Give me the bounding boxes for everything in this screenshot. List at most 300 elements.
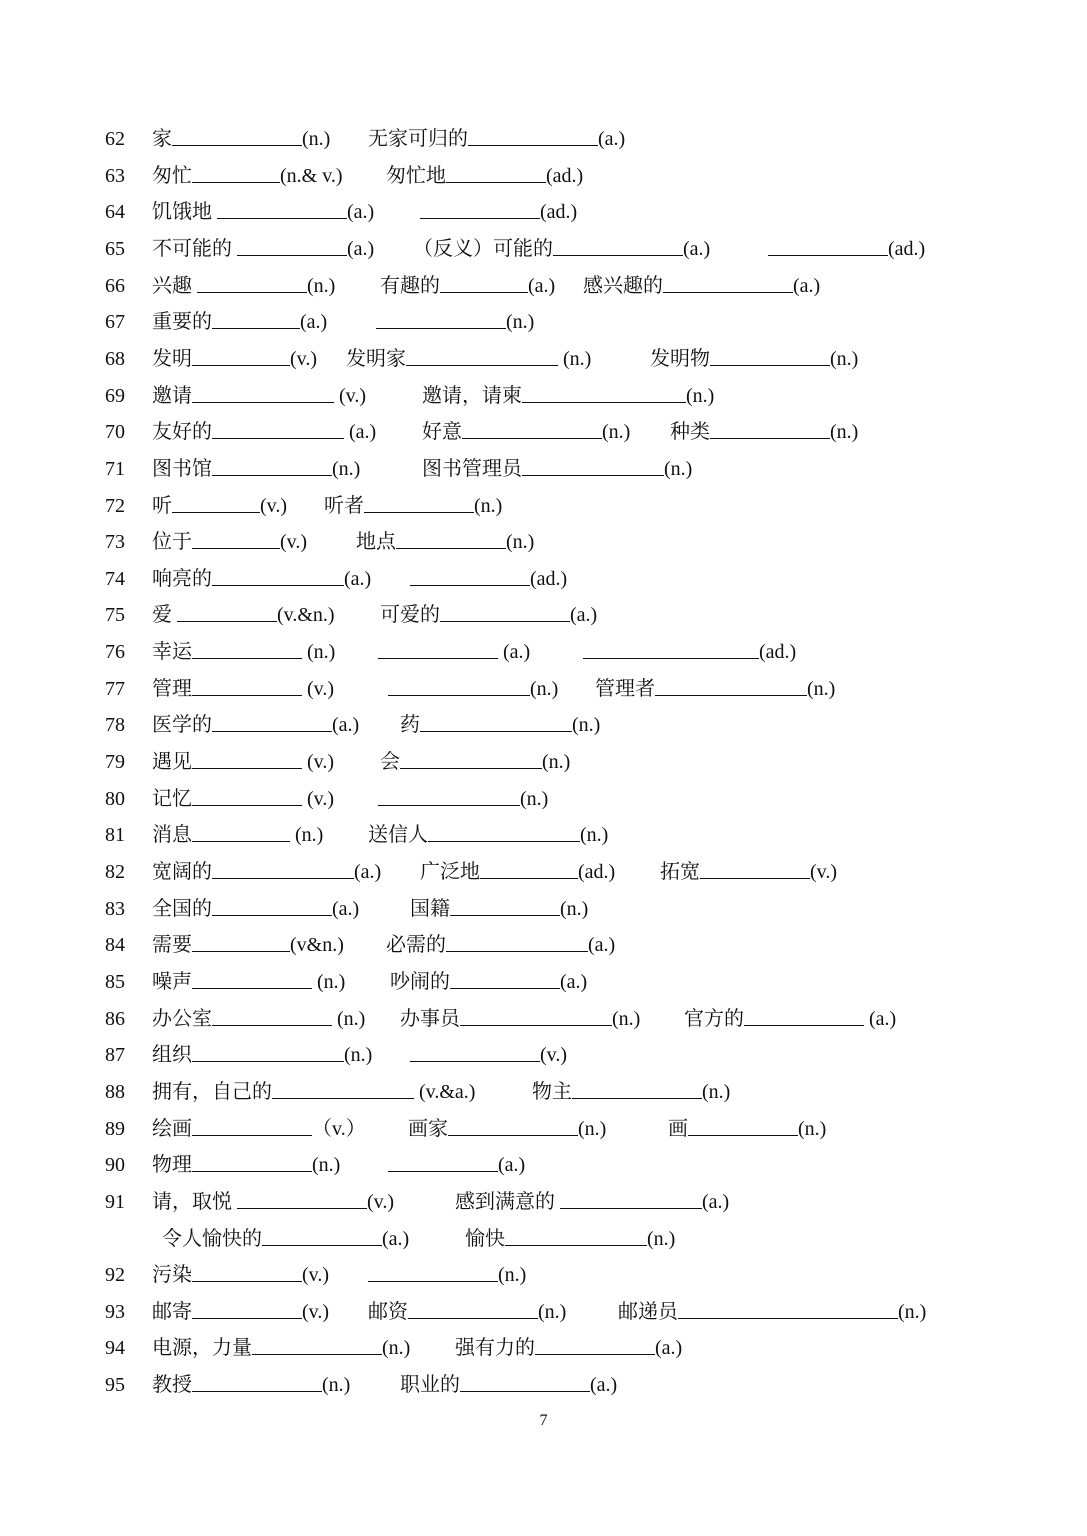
part-of-speech: (n.) [302, 641, 336, 664]
chinese-prompt: 噪声 [152, 970, 192, 993]
word-item [368, 124, 625, 154]
chinese-prompt: 兴趣 [152, 274, 197, 297]
word-item [152, 564, 371, 594]
part-of-speech: (n.) [686, 384, 715, 407]
exercise-row [0, 491, 1087, 521]
word-item [380, 271, 555, 301]
answer-blank[interactable] [192, 638, 302, 659]
row-number: 78 [105, 714, 125, 737]
answer-blank[interactable] [700, 858, 810, 879]
answer-blank[interactable] [535, 1334, 655, 1355]
chinese-prompt: 遇见 [152, 751, 192, 774]
word-item [380, 600, 597, 630]
exercise-row [0, 417, 1087, 447]
chinese-prompt: 地点 [356, 531, 396, 554]
part-of-speech: (n.) [344, 1044, 373, 1067]
exercise-row [0, 894, 1087, 924]
part-of-speech: (n.) [542, 751, 571, 774]
answer-blank[interactable] [572, 1078, 702, 1099]
answer-blank[interactable] [192, 675, 302, 696]
answer-blank[interactable] [364, 492, 474, 513]
chinese-prompt: 吵闹的 [390, 970, 450, 993]
exercise-row [0, 564, 1087, 594]
exercise-row [0, 600, 1087, 630]
word-item [356, 527, 534, 557]
part-of-speech: (n.) [332, 457, 361, 480]
answer-blank[interactable] [192, 821, 290, 842]
word-item [152, 857, 381, 887]
part-of-speech: (a.) [332, 714, 360, 737]
row-number: 64 [105, 201, 125, 224]
exercise-row [0, 1114, 1087, 1144]
chinese-prompt: 管理者 [595, 677, 655, 700]
answer-blank[interactable] [678, 1298, 898, 1319]
answer-blank[interactable] [710, 345, 830, 366]
word-item [684, 1004, 896, 1034]
answer-blank[interactable] [368, 1261, 498, 1282]
answer-blank[interactable] [192, 968, 312, 989]
answer-blank[interactable] [192, 162, 280, 183]
part-of-speech: (n.) [312, 1154, 341, 1177]
word-item [410, 894, 588, 924]
answer-blank[interactable] [400, 748, 542, 769]
answer-blank[interactable] [192, 1151, 312, 1172]
answer-blank[interactable] [446, 931, 588, 952]
chinese-prompt: 组织 [152, 1044, 192, 1067]
part-of-speech: (n.) [332, 1007, 366, 1030]
row-number: 85 [105, 970, 125, 993]
chinese-prompt: 医学的 [152, 714, 212, 737]
word-item [152, 600, 335, 630]
part-of-speech: (n.) [578, 1117, 607, 1140]
part-of-speech: (a.) [560, 970, 588, 993]
exercise-row [0, 637, 1087, 667]
part-of-speech: (v.) [334, 384, 367, 407]
answer-blank[interactable] [217, 198, 347, 219]
chinese-prompt: 电源，力量 [152, 1337, 252, 1360]
part-of-speech: (a.) [590, 1374, 618, 1397]
row-number: 72 [105, 494, 125, 517]
answer-blank[interactable] [553, 235, 683, 256]
answer-blank[interactable] [192, 1371, 322, 1392]
word-item [152, 674, 334, 704]
chinese-prompt: 图书管理员 [422, 457, 522, 480]
part-of-speech: (ad.) [578, 861, 616, 883]
chinese-prompt: 职业的 [400, 1374, 460, 1397]
chinese-prompt: 污染 [152, 1264, 192, 1287]
answer-blank[interactable] [560, 1188, 702, 1209]
word-item [152, 344, 317, 374]
exercise-row [0, 1260, 1087, 1290]
answer-blank[interactable] [192, 1115, 312, 1136]
chinese-prompt: 办事员 [400, 1007, 460, 1030]
word-item [152, 894, 359, 924]
exercise-row [0, 857, 1087, 887]
row-number: 87 [105, 1044, 125, 1067]
part-of-speech: (n.) [382, 1337, 411, 1360]
word-item [388, 1150, 525, 1180]
word-item [152, 1333, 410, 1363]
part-of-speech: (n.) [612, 1007, 641, 1030]
part-of-speech: (v.) [260, 494, 288, 517]
part-of-speech: (n.) [474, 494, 503, 517]
word-item [152, 637, 335, 667]
part-of-speech: (v.) [290, 347, 318, 370]
part-of-speech: (a.) [382, 1227, 410, 1250]
answer-blank[interactable] [272, 1078, 414, 1099]
answer-blank[interactable] [237, 1188, 367, 1209]
chinese-prompt: 消息 [152, 824, 192, 847]
word-item [465, 1224, 675, 1254]
chinese-prompt: 有趣的 [380, 274, 440, 297]
part-of-speech: (ad.) [540, 201, 578, 224]
answer-blank[interactable] [177, 601, 277, 622]
row-number: 62 [105, 128, 125, 150]
word-item [583, 637, 796, 667]
answer-blank[interactable] [440, 601, 570, 622]
word-item [400, 1004, 640, 1034]
chinese-prompt: 广泛地 [420, 861, 480, 883]
word-item [368, 820, 608, 850]
answer-blank[interactable] [450, 968, 560, 989]
answer-blank[interactable] [583, 638, 759, 659]
part-of-speech: (ad.) [530, 567, 568, 590]
exercise-row [0, 1370, 1087, 1400]
chinese-prompt: 画 [668, 1117, 688, 1140]
answer-blank[interactable] [768, 235, 888, 256]
chinese-prompt: 听者 [324, 494, 364, 517]
answer-blank[interactable] [710, 418, 830, 439]
answer-blank[interactable] [688, 1115, 798, 1136]
word-item [455, 1333, 682, 1363]
exercise-row [0, 271, 1087, 301]
row-number: 79 [105, 751, 125, 774]
answer-blank[interactable] [212, 565, 344, 586]
word-item [386, 161, 583, 191]
row-number: 80 [105, 787, 125, 810]
word-item [152, 381, 366, 411]
answer-blank[interactable] [468, 125, 598, 146]
answer-blank[interactable] [406, 345, 558, 366]
part-of-speech: (a.) [683, 237, 711, 260]
chinese-prompt: 拓宽 [660, 861, 700, 883]
part-of-speech: (n.) [572, 714, 601, 737]
row-number: 66 [105, 274, 125, 297]
answer-blank[interactable] [388, 675, 530, 696]
answer-blank[interactable] [655, 675, 807, 696]
word-item [422, 454, 692, 484]
answer-blank[interactable] [378, 638, 498, 659]
chinese-prompt: 邀请，请柬 [422, 384, 522, 407]
row-number: 86 [105, 1007, 125, 1030]
word-item [410, 1040, 567, 1070]
chinese-prompt: 不可能的 [152, 237, 237, 260]
word-item [388, 674, 558, 704]
row-number: 74 [105, 567, 125, 590]
exercise-row [0, 967, 1087, 997]
part-of-speech: (a.) [344, 421, 377, 444]
answer-blank[interactable] [212, 1005, 332, 1026]
part-of-speech: (a.) [793, 274, 821, 297]
row-number: 94 [105, 1337, 125, 1360]
word-item [400, 710, 600, 740]
part-of-speech: (a.) [332, 897, 360, 920]
answer-blank[interactable] [522, 382, 686, 403]
word-item [768, 234, 925, 264]
answer-blank[interactable] [505, 1225, 647, 1246]
part-of-speech: (v.) [810, 861, 838, 883]
chinese-prompt: 宽阔的 [152, 861, 212, 883]
chinese-prompt: 物理 [152, 1154, 192, 1177]
chinese-prompt: 匆忙地 [386, 164, 446, 187]
part-of-speech: (n.) [702, 1080, 731, 1103]
answer-blank[interactable] [212, 858, 354, 879]
answer-blank[interactable] [172, 125, 302, 146]
answer-blank[interactable] [744, 1005, 864, 1026]
exercise-row [0, 1333, 1087, 1363]
word-item [152, 1260, 329, 1290]
answer-blank[interactable] [192, 382, 334, 403]
row-number: 71 [105, 457, 125, 480]
row-number: 82 [105, 861, 125, 883]
answer-blank[interactable] [212, 308, 300, 329]
chinese-prompt: 办公室 [152, 1007, 212, 1030]
part-of-speech: (n.) [898, 1300, 927, 1323]
part-of-speech: (a.) [300, 311, 328, 334]
part-of-speech: (a.) [598, 128, 626, 150]
part-of-speech: (n.) [307, 274, 336, 297]
exercise-row [0, 784, 1087, 814]
word-item [378, 784, 548, 814]
answer-blank[interactable] [212, 711, 332, 732]
exercise-row [0, 234, 1087, 264]
row-number: 81 [105, 824, 125, 847]
word-item [650, 344, 858, 374]
answer-blank[interactable] [448, 1115, 578, 1136]
word-item [532, 1077, 730, 1107]
answer-blank[interactable] [522, 455, 664, 476]
answer-blank[interactable] [460, 1371, 590, 1392]
answer-blank[interactable] [410, 1041, 540, 1062]
answer-blank[interactable] [446, 162, 546, 183]
part-of-speech: (v.) [302, 1264, 330, 1287]
exercise-row [0, 930, 1087, 960]
answer-blank[interactable] [192, 1261, 302, 1282]
part-of-speech: (n.& v.) [280, 164, 343, 187]
word-item [152, 271, 335, 301]
answer-blank[interactable] [192, 931, 290, 952]
page-number: 7 [539, 1412, 548, 1429]
chinese-prompt: 无家可归的 [368, 128, 468, 150]
word-item [378, 637, 530, 667]
word-item [346, 344, 591, 374]
answer-blank[interactable] [376, 308, 506, 329]
part-of-speech: (n.) [302, 128, 331, 150]
part-of-speech: (n.) [798, 1117, 827, 1140]
row-number: 65 [105, 237, 125, 260]
part-of-speech: (v.&a.) [414, 1080, 476, 1103]
chinese-prompt: 必需的 [386, 934, 446, 957]
word-item [152, 1114, 366, 1144]
chinese-prompt: 匆忙 [152, 164, 192, 187]
part-of-speech: (a.) [588, 934, 616, 957]
part-of-speech: (n.) [506, 531, 535, 554]
chinese-prompt: 种类 [670, 421, 710, 444]
exercise-row [0, 820, 1087, 850]
chinese-prompt: 位于 [152, 531, 192, 554]
word-item [152, 161, 343, 191]
answer-blank[interactable] [663, 272, 793, 293]
word-item [152, 1150, 340, 1180]
answer-blank[interactable] [378, 785, 520, 806]
chinese-prompt: 需要 [152, 934, 192, 957]
word-item [422, 381, 714, 411]
exercise-row [0, 197, 1087, 227]
exercise-row [0, 674, 1087, 704]
part-of-speech: (n.) [830, 421, 859, 444]
answer-blank[interactable] [480, 858, 578, 879]
word-item [152, 527, 307, 557]
answer-blank[interactable] [262, 1225, 382, 1246]
word-item [152, 710, 359, 740]
answer-blank[interactable] [396, 528, 506, 549]
word-item [583, 271, 820, 301]
answer-blank[interactable] [450, 895, 560, 916]
part-of-speech: (ad.) [546, 164, 584, 187]
answer-blank[interactable] [462, 418, 602, 439]
answer-blank[interactable] [212, 455, 332, 476]
word-item [455, 1187, 729, 1217]
chinese-prompt: 画家 [408, 1117, 448, 1140]
answer-blank[interactable] [192, 1298, 302, 1319]
word-item [408, 1114, 606, 1144]
answer-blank[interactable] [212, 418, 344, 439]
part-of-speech: (n.) [290, 824, 324, 847]
part-of-speech: (a.) [702, 1190, 730, 1213]
word-item [400, 1370, 617, 1400]
exercise-row [0, 344, 1087, 374]
chinese-prompt: 绘画 [152, 1117, 192, 1140]
word-item [386, 930, 615, 960]
row-number: 75 [105, 604, 125, 627]
part-of-speech: (n.) [580, 824, 609, 847]
chinese-prompt: 教授 [152, 1374, 192, 1397]
part-of-speech: (n.) [498, 1264, 527, 1287]
answer-blank[interactable] [192, 1041, 344, 1062]
part-of-speech: (n.) [312, 970, 346, 993]
exercise-row [0, 527, 1087, 557]
chinese-prompt: 邮递员 [618, 1300, 678, 1323]
answer-blank[interactable] [408, 1298, 538, 1319]
answer-blank[interactable] [192, 345, 290, 366]
exercise-row [0, 1224, 1087, 1254]
exercise-row [0, 454, 1087, 484]
part-of-speech: (a.) [344, 567, 372, 590]
answer-blank[interactable] [420, 198, 540, 219]
chinese-prompt: 会 [380, 751, 400, 774]
answer-blank[interactable] [212, 895, 332, 916]
word-item [420, 197, 577, 227]
part-of-speech: (v.) [302, 787, 335, 810]
word-item [413, 234, 710, 264]
row-number: 77 [105, 677, 125, 700]
row-number: 76 [105, 641, 125, 664]
answer-blank[interactable] [420, 711, 572, 732]
answer-blank[interactable] [192, 748, 302, 769]
word-item [152, 1077, 475, 1107]
row-number: 88 [105, 1080, 125, 1103]
word-item [670, 417, 858, 447]
chinese-prompt: 可爱的 [380, 604, 440, 627]
chinese-prompt: 国籍 [410, 897, 450, 920]
answer-blank[interactable] [252, 1334, 382, 1355]
exercise-row [0, 747, 1087, 777]
part-of-speech: (a.) [354, 861, 382, 883]
exercise-row [0, 1150, 1087, 1180]
chinese-prompt: 饥饿地 [152, 201, 217, 224]
part-of-speech: (a.) [570, 604, 598, 627]
answer-blank[interactable] [440, 272, 528, 293]
chinese-prompt: 感兴趣的 [583, 274, 663, 297]
answer-blank[interactable] [237, 235, 347, 256]
exercise-row [0, 307, 1087, 337]
part-of-speech: (a.) [864, 1007, 897, 1030]
answer-blank[interactable] [410, 565, 530, 586]
part-of-speech: (a.) [347, 237, 375, 260]
chinese-prompt: 邀请 [152, 384, 192, 407]
word-item [618, 1297, 926, 1327]
chinese-prompt: 重要的 [152, 311, 212, 334]
answer-blank[interactable] [460, 1005, 612, 1026]
chinese-prompt: （反义）可能的 [413, 237, 553, 260]
part-of-speech: (ad.) [888, 237, 926, 260]
word-item [152, 820, 323, 850]
chinese-prompt: 邮资 [368, 1300, 408, 1323]
word-item [152, 1040, 372, 1070]
row-number: 92 [105, 1264, 125, 1287]
exercise-row [0, 1077, 1087, 1107]
word-item [368, 1260, 526, 1290]
part-of-speech: （v.） [312, 1117, 366, 1140]
answer-blank[interactable] [388, 1151, 498, 1172]
part-of-speech: (n.) [602, 421, 631, 444]
answer-blank[interactable] [428, 821, 580, 842]
chinese-prompt: 记忆 [152, 787, 192, 810]
answer-blank[interactable] [172, 492, 260, 513]
chinese-prompt: 强有力的 [455, 1337, 535, 1360]
part-of-speech: (v.) [302, 751, 335, 774]
word-item [152, 967, 345, 997]
chinese-prompt: 药 [400, 714, 420, 737]
part-of-speech: (n.) [530, 677, 559, 700]
word-item [152, 307, 327, 337]
row-number: 84 [105, 934, 125, 957]
part-of-speech: (a.) [347, 201, 375, 224]
answer-blank[interactable] [192, 785, 302, 806]
word-item [152, 234, 374, 264]
row-number: 83 [105, 897, 125, 920]
row-number: 91 [105, 1190, 125, 1213]
row-number: 95 [105, 1374, 125, 1397]
chinese-prompt: 爱 [152, 604, 177, 627]
word-item [152, 454, 360, 484]
exercise-row [0, 710, 1087, 740]
answer-blank[interactable] [192, 528, 280, 549]
part-of-speech: (a.) [528, 274, 556, 297]
answer-blank[interactable] [197, 272, 307, 293]
part-of-speech: (n.) [538, 1300, 567, 1323]
word-item [368, 1297, 566, 1327]
